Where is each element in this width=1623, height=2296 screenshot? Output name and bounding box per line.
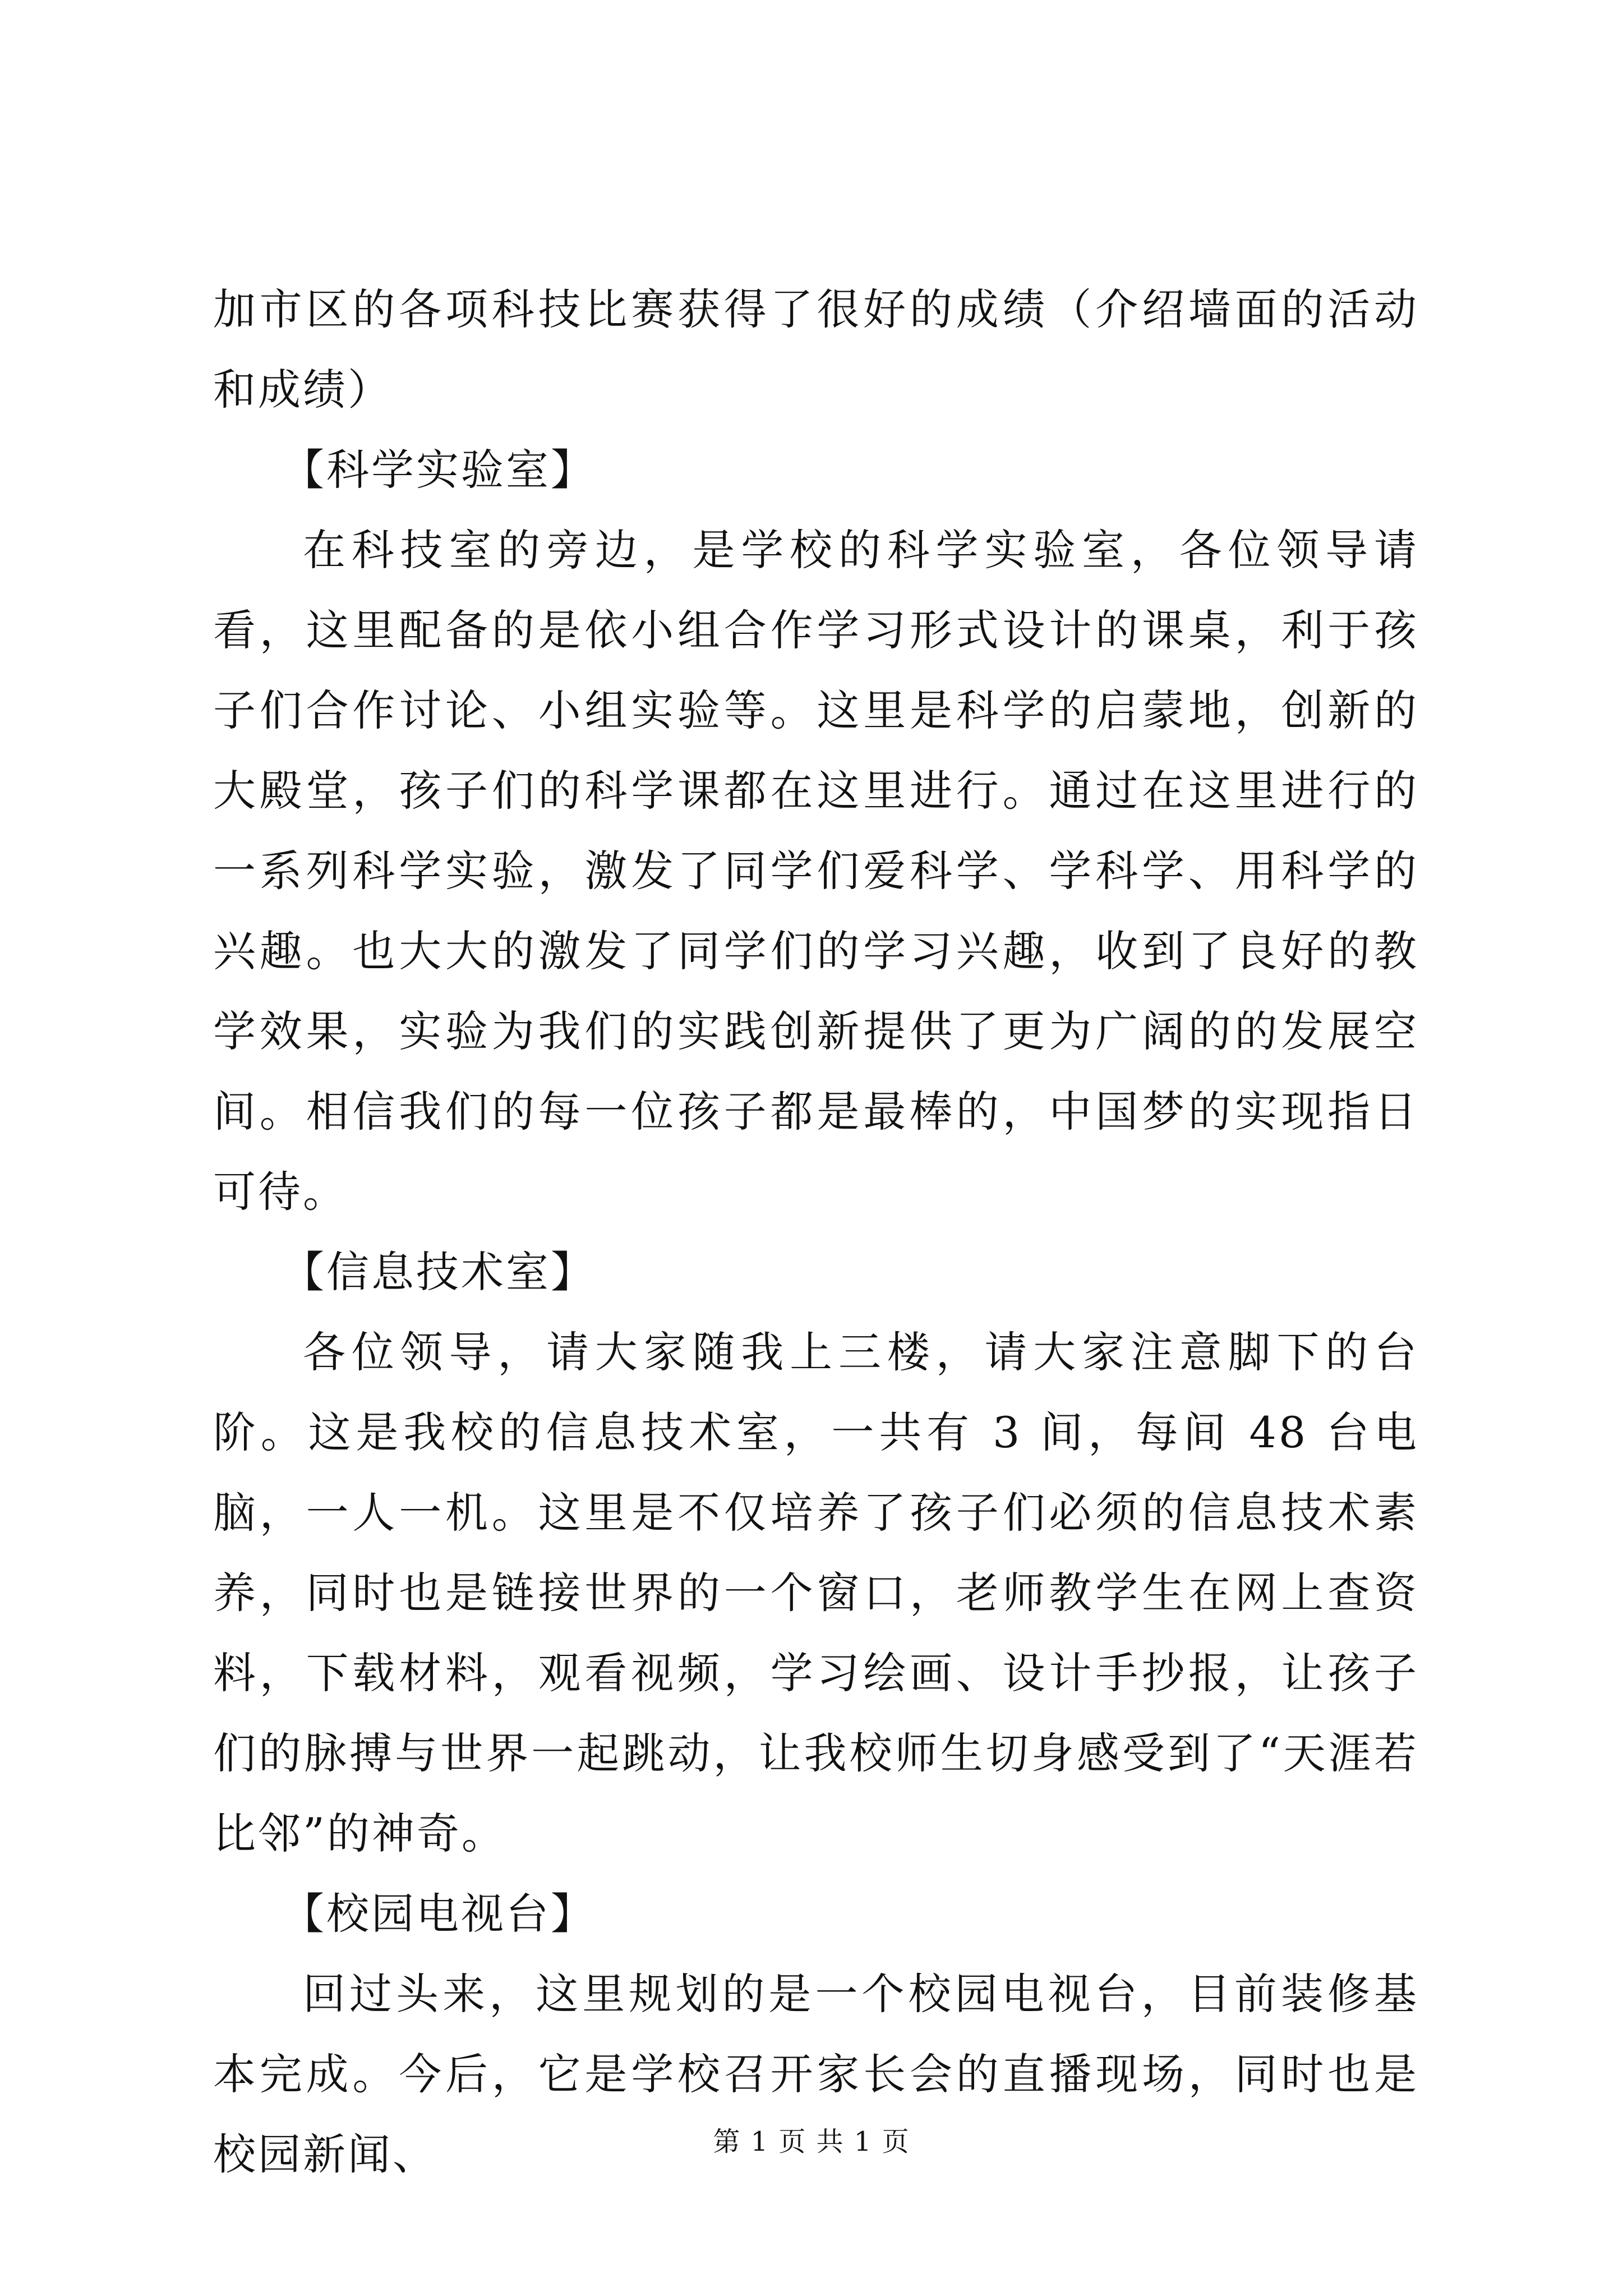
paragraph-continuation: 加市区的各项科技比赛获得了很好的成绩（介绍墙面的活动和成绩）: [213, 284, 1419, 415]
paragraph-it-room: 各位领导，请大家随我上三楼，请大家注意脚下的台阶。这是我校的信息技术室，一共有 3 间，每间 48 台电脑，一人一机。这里是不仅培养了孩子们必须的信息技术素养，同时也是链接世界的一个窗口，老师教学生在网上查资料，下载材料，观看视频，学习绘画、设计手抄报，让孩子们的脉搏与世界一起跳动，让我校师生切身感受到了“天涯若比邻”的神奇。: [213, 1327, 1419, 1858]
paragraph-campus-tv: 回过头来，这里规划的是一个校园电视台，目前装修基本完成。今后，它是学校召开家长会的直播现场，同时也是校园新闻、: [213, 1969, 1419, 2179]
section-heading-science-lab: 【科学实验室】: [282, 445, 596, 495]
section-heading-it-room: 【信息技术室】: [282, 1247, 596, 1297]
paragraph-science-lab: 在科技室的旁边，是学校的科学实验室，各位领导请看，这里配备的是依小组合作学习形式设计的课桌，利于孩子们合作讨论、小组实验等。这里是科学的启蒙地，创新的大殿堂，孩子们的科学课都在这里进行。通过在这里进行的一系列科学实验，激发了同学们爱科学、学科学、用科学的兴趣。也大大的激发了同学们的学习兴趣，收到了良好的教学效果，实验为我们的实践创新提供了更为广阔的的发展空间。相信我们的每一位孩子都是最棒的，中国梦的实现指日可待。: [213, 525, 1419, 1217]
page-footer: 第 1 页 共 1 页: [713, 2126, 910, 2157]
section-heading-campus-tv: 【校园电视台】: [282, 1889, 596, 1939]
document-body: [213, 269, 1419, 2194]
